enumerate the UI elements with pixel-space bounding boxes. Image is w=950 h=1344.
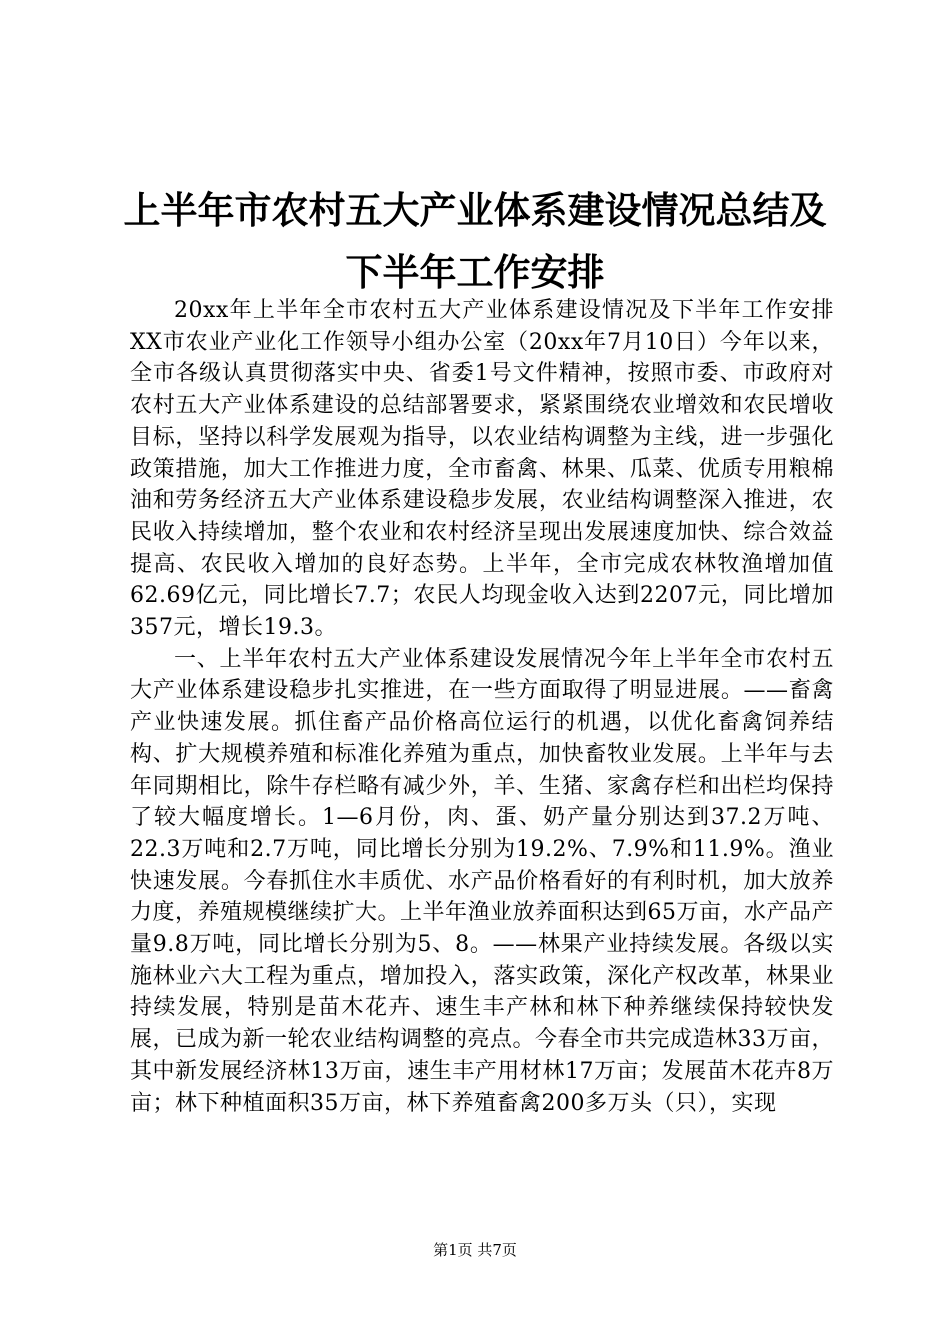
document-title: 上半年市农村五大产业体系建设情况总结及下半年工作安排 [123, 189, 827, 294]
body-paragraph: 一、上半年农村五大产业体系建设发展情况今年上半年全市农村五大产业体系建设稳步扎实推进，在一些方面取得了明显进展。——畜禽产业快速发展。抓住畜产品价格高位运行的机遇，以优化畜禽饲养结构、扩大规模养殖和标准化养殖为重点，加快畜牧业发展。上半年与去年同期相比，除牛存栏略有减少外，羊、生猪、家禽存栏和出栏均保持了较大幅度增长。1—6月份，肉、蛋、奶产量分别达到37.2万吨、22.3万吨和2.7万吨，同比增长分别为19.2%、7.9%和11.9%。渔业快速发展。今春抓住水丰质优、水产品价格看好的有利时机，加大放养力度，养殖规模继续扩大。上半年渔业放养面积达到65万亩，水产品产量9.8万吨，同比增长分别为5、8。——林果产业持续发展。各级以实施林业六大工程为重点，增加投入，落实政策，深化产权改革，林果业持续发展，特别是苗木花卉、速生丰产林和林下种养继续保持较快发展，已成为新一轮农业结构调整的亮点。今春全市共完成造林33万亩，其中新发展经济林13万亩，速生丰产用材林17万亩；发展苗木花卉8万亩；林下种植面积35万亩，林下养殖畜禽200多万头（只），实现 [130, 646, 834, 1116]
document-body [130, 295, 834, 1119]
body-paragraph: 20xx年上半年全市农村五大产业体系建设情况及下半年工作安排XX市农业产业化工作领导小组办公室（20xx年7月10日）今年以来，全市各级认真贯彻落实中央、省委1号文件精神，按照市委、市政府对农村五大产业体系建设的总结部署要求，紧紧围绕农业增效和农民增收目标，坚持以科学发展观为指导，以农业结构调整为主线，进一步强化政策措施，加大工作推进力度，全市畜禽、林果、瓜菜、优质专用粮棉油和劳务经济五大产业体系建设稳步发展，农业结构调整深入推进，农民收入持续增加，整个农业和农村经济呈现出发展速度加快、综合效益提高、农民收入增加的良好态势。上半年，全市完成农林牧渔增加值62.69亿元，同比增长7.7；农民人均现金收入达到2207元，同比增加357元，增长19.3。 [130, 298, 834, 641]
page-footer: 第1页 共7页 [433, 1241, 517, 1259]
